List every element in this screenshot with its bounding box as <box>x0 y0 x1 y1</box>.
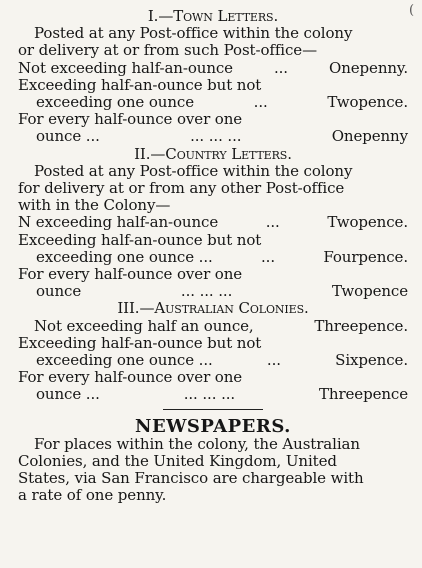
intro-line: with in the Colony— <box>18 196 171 215</box>
rate-row <box>18 352 408 369</box>
leader-dots: ... ... ... <box>183 385 236 404</box>
rate-row <box>18 318 408 335</box>
leader-dots: ... <box>266 351 281 370</box>
corner-mark: ( <box>409 3 414 18</box>
rate-label-continuation: ounce ... <box>36 127 100 146</box>
rate-value: Sixpence. <box>335 351 408 370</box>
rate-row <box>18 283 408 300</box>
rate-label: For every half-ounce over one <box>18 265 243 284</box>
rate-value: Twopence. <box>327 213 408 232</box>
rate-label: For every half-ounce over one <box>18 110 243 129</box>
leader-dots: ... <box>261 247 276 266</box>
leader-dots: ... ... ... <box>190 127 242 146</box>
section-heading-town-letters: I.—Town Letters. <box>147 7 279 25</box>
rate-label: N exceeding half-an-ounce <box>18 213 219 232</box>
newspapers-line: a rate of one penny. <box>18 486 167 505</box>
section-heading-australian-colonies: III.—Australian Colonies. <box>117 299 309 318</box>
section-heading-country-letters: II.—Country Letters. <box>134 144 292 163</box>
intro-line: Posted at any Post-office within the colony <box>34 24 353 43</box>
rate-label-continuation: ounce ... <box>36 385 100 404</box>
rate-label-continuation: exceeding one ounce <box>36 93 194 112</box>
rate-value: Threepence. <box>314 316 408 335</box>
section-divider <box>163 409 263 410</box>
rate-row <box>18 60 408 77</box>
newspapers-line: States, via San Francisco are chargeable with <box>18 469 364 488</box>
leader-dots: ... <box>253 93 268 112</box>
newspapers-heading: NEWSPAPERS. <box>135 415 291 437</box>
leader-dots: ... ... ... <box>180 282 233 301</box>
rate-row <box>18 386 408 403</box>
rate-value: Twopence. <box>327 93 408 112</box>
rate-label: Exceeding half-an-ounce but not <box>18 230 262 249</box>
rate-value: Fourpence. <box>323 247 408 266</box>
rate-label: Not exceeding half an ounce, <box>34 316 254 335</box>
rate-value: Onepenny. <box>329 58 408 77</box>
rate-label: Exceeding half-an-ounce but not <box>18 75 262 94</box>
rate-label-continuation: exceeding one ounce ... <box>36 351 213 370</box>
rate-value: Twopence <box>332 282 408 301</box>
newspapers-line: Colonies, and the United Kingdom, United <box>18 452 337 471</box>
rate-row <box>18 214 408 231</box>
rate-row <box>18 249 408 266</box>
rate-label: Not exceeding half-an-ounce <box>18 58 233 77</box>
rate-value: Onepenny <box>331 127 408 146</box>
leader-dots: ... <box>265 213 280 232</box>
rate-label: For every half-ounce over one <box>18 368 243 387</box>
leader-dots: ... <box>273 58 288 77</box>
intro-line: for delivery at or from any other Post-office <box>18 179 345 198</box>
intro-line: Posted at any Post-office within the colony <box>34 161 353 180</box>
rate-row <box>18 94 408 111</box>
newspapers-line: For places within the colony, the Australian <box>34 434 360 453</box>
intro-line: or delivery at or from such Post-office— <box>18 41 317 60</box>
rate-row <box>18 128 408 145</box>
rate-label-continuation: ounce <box>36 282 82 301</box>
rate-value: Threepence <box>318 385 408 404</box>
rate-label-continuation: exceeding one ounce ... <box>36 247 213 266</box>
rate-label: Exceeding half-an-ounce but not <box>18 333 262 352</box>
